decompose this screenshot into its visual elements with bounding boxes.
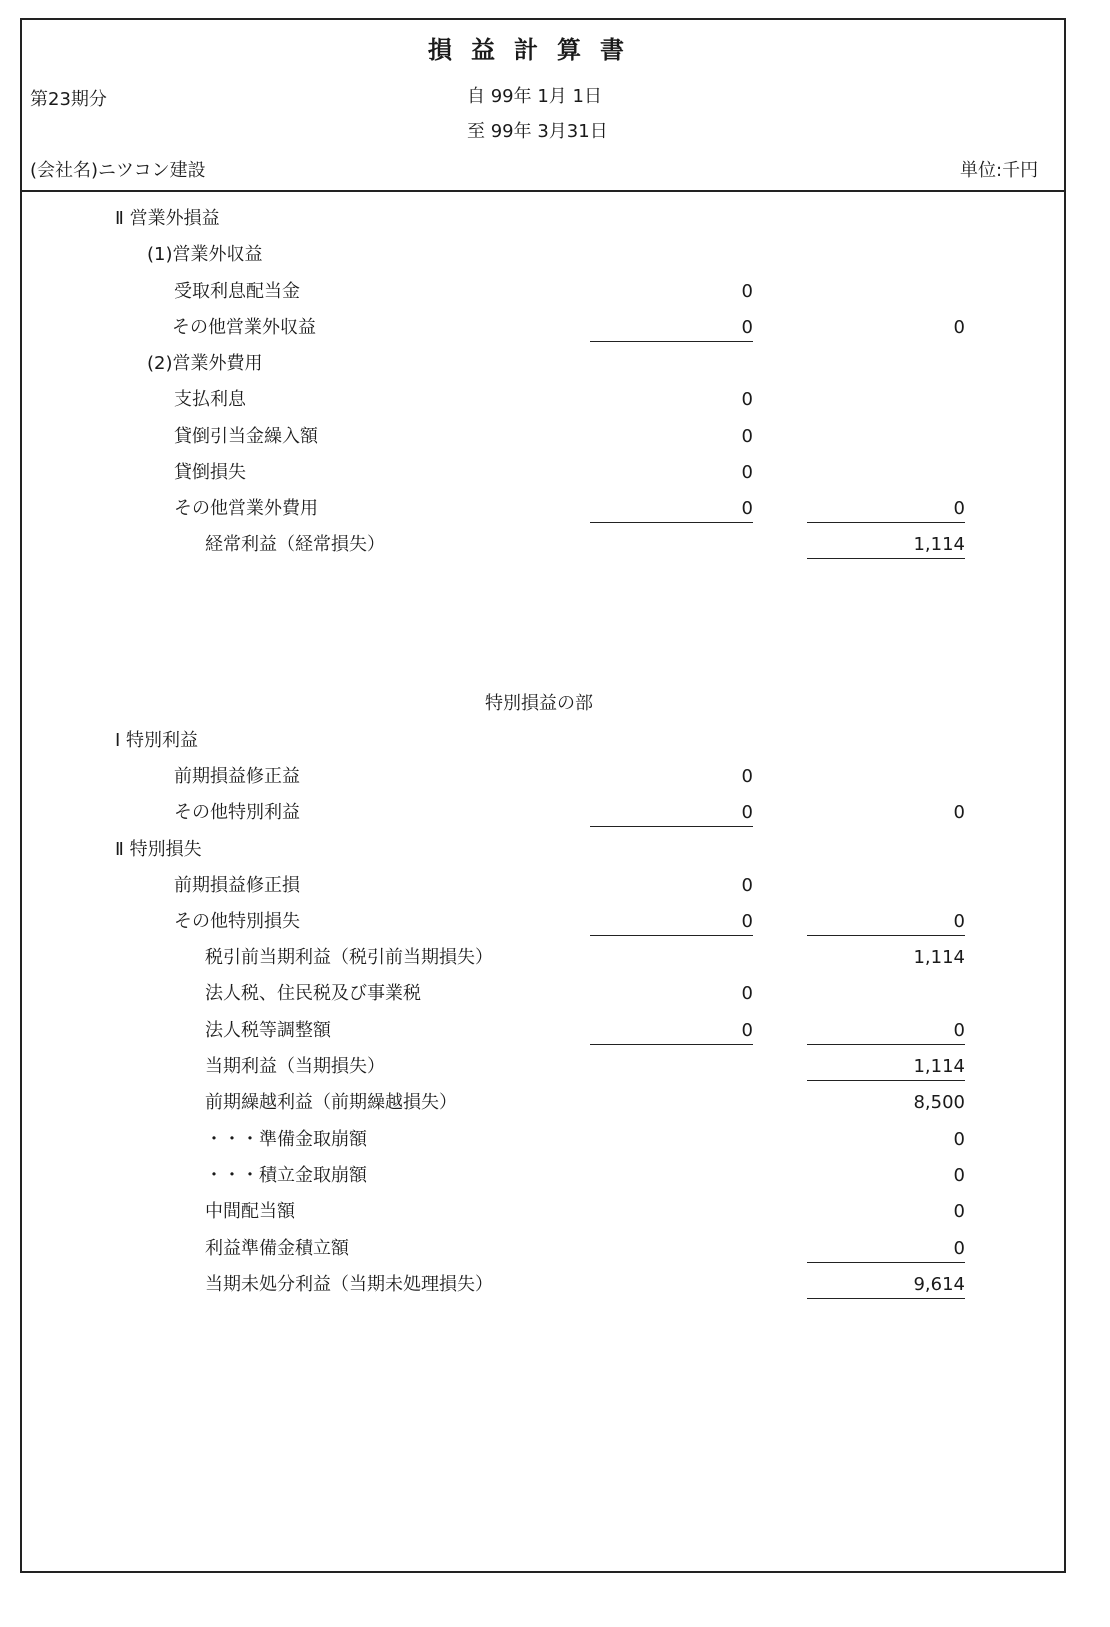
header-divider [20,190,1066,192]
period-to: 至 99年 3月31日 [467,121,608,142]
line-item-total: 0 [953,498,965,519]
fiscal-period: 第23期分 [30,89,107,110]
subtotal-label: 経常利益（経常損失） [205,534,385,555]
line-item-label: ・・・準備金取崩額 [205,1129,367,1150]
line-item-total: 0 [953,1201,965,1222]
underline [807,935,965,936]
subtotal-value: 9,614 [913,1274,965,1295]
line-item-label: 利益準備金積立額 [205,1238,349,1259]
line-item-value: 0 [741,389,753,410]
line-item-label: 貸倒引当金繰入額 [174,426,318,447]
line-item-total: 0 [953,1129,965,1150]
underline [590,826,753,827]
company-name: (会社名)ニツコン建設 [30,160,206,181]
line-item-value: 0 [741,983,753,1004]
underline [807,522,965,523]
document-title: 損益計算書 [428,36,643,64]
line-item-value: 0 [741,462,753,483]
line-item-label: その他営業外収益 [172,317,316,338]
line-item-total: 0 [953,802,965,823]
section-heading: Ⅰ 特別利益 [115,730,199,751]
subtotal-label: 当期未処分利益（当期未処理損失） [205,1274,493,1295]
underline [807,1080,965,1081]
underline [807,558,965,559]
subtotal-value: 1,114 [913,534,965,555]
line-item-value: 0 [741,317,753,338]
line-item-value: 0 [741,911,753,932]
line-item-label: ・・・積立金取崩額 [205,1165,367,1186]
subtotal-label: 当期利益（当期損失） [205,1056,385,1077]
subtotal-value: 1,114 [913,1056,965,1077]
line-item-label: その他特別利益 [174,802,300,823]
underline [590,341,753,342]
line-item-label: 前期損益修正損 [174,875,300,896]
line-item-value: 0 [741,766,753,787]
line-item-value: 0 [741,498,753,519]
underline [807,1044,965,1045]
underline [807,1262,965,1263]
line-item-total: 0 [953,1238,965,1259]
line-item-label: 支払利息 [174,389,246,410]
line-item-label: 中間配当額 [205,1201,295,1222]
line-item-total: 0 [953,1020,965,1041]
line-item-value: 0 [741,1020,753,1041]
underline [590,1044,753,1045]
unit-label: 単位:千円 [960,160,1039,181]
line-item-total: 0 [953,911,965,932]
line-item-label: 貸倒損失 [174,462,246,483]
subtotal-label: 税引前当期利益（税引前当期損失） [205,947,493,968]
line-item-label: 前期損益修正益 [174,766,300,787]
line-item-label: 受取利息配当金 [174,281,300,302]
line-item-value: 0 [741,426,753,447]
underline [590,522,753,523]
line-item-label: その他営業外費用 [174,498,318,519]
line-item-value: 0 [741,875,753,896]
underline [590,935,753,936]
period-from: 自 99年 1月 1日 [467,86,602,107]
line-item-label: 法人税等調整額 [205,1020,331,1041]
line-item-label: 前期繰越利益（前期繰越損失） [205,1092,457,1113]
line-item-total: 0 [953,1165,965,1186]
line-item-total: 8,500 [913,1092,965,1113]
subtotal-value: 1,114 [913,947,965,968]
subsection-heading: (2)営業外費用 [147,353,263,374]
subsection-heading: (1)営業外収益 [147,244,263,265]
line-item-label: 法人税、住民税及び事業税 [205,983,421,1004]
line-item-value: 0 [741,802,753,823]
line-item-value: 0 [741,281,753,302]
section-title: 特別損益の部 [485,693,593,714]
section-heading: Ⅱ 営業外損益 [115,208,220,229]
line-item-total: 0 [953,317,965,338]
underline [807,1298,965,1299]
line-item-label: その他特別損失 [174,911,300,932]
section-heading: Ⅱ 特別損失 [115,839,202,860]
